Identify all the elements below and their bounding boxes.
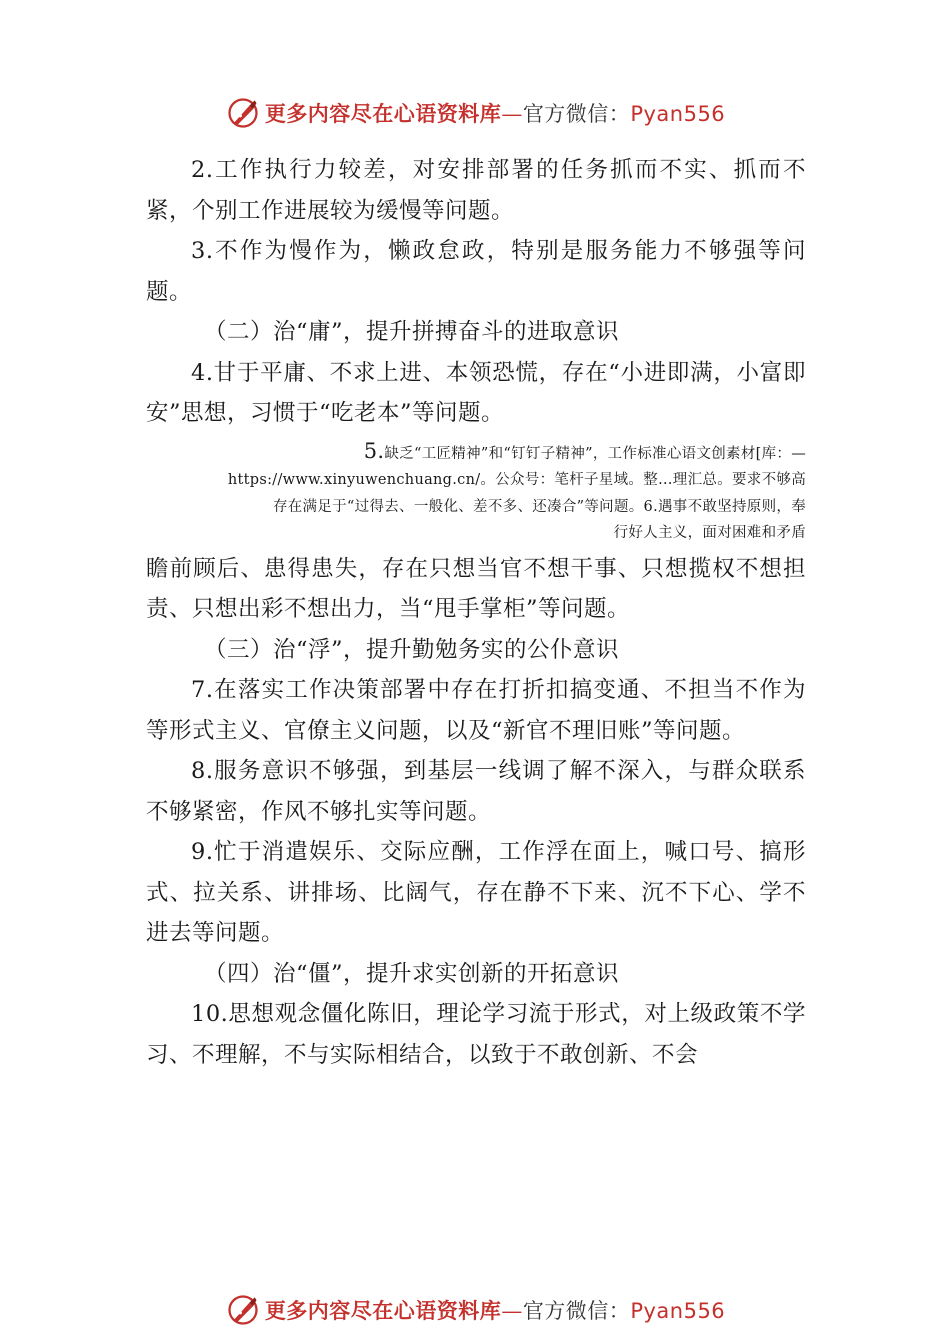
- item-5-number: 5.: [363, 438, 385, 463]
- small-line-1-text: 缺乏“工匠精神”和“钉钉子精神”，工作标准心语文创素材[库：—: [384, 445, 806, 462]
- section-heading-3: （三）治“浮”，提升勤勉务实的公仆意识: [204, 636, 620, 663]
- small-line-4: 行好人主义，面对困难和矛盾: [613, 525, 806, 541]
- banner-wechat-id: Pyan556: [630, 102, 726, 126]
- banner-dash: —: [501, 1299, 523, 1323]
- paragraph-item-9: 9.忙于消遣娱乐、交际应酬，工作浮在面上，喊口号、搞形式、拉关系、讲排场、比阔气，存在静不下来、沉不下心、学不进去等问题。: [146, 839, 806, 946]
- small-line-2: https://www.xinyuwenchuang.cn/。公众号：笔杆子星域。整…理汇总。要求不够高: [227, 472, 806, 488]
- paragraph-item-2: 2.工作执行力较差，对安排部署的任务抓而不实、抓而不紧，个别工作进展较为缓慢等问题。: [146, 157, 806, 224]
- small-line-3: 存在满足于“过得去、一般化、差不多、还凑合”等问题。6.遇事不敢坚持原则，奉: [272, 498, 806, 515]
- banner-main: 更多内容尽在心语资料库: [264, 101, 502, 126]
- pen-nib-logo-icon: [225, 95, 261, 131]
- footer-watermark-banner: [0, 1290, 950, 1330]
- document-body: [146, 150, 806, 1075]
- small-line-1: [146, 438, 806, 468]
- banner-text: [265, 98, 725, 128]
- banner-official-label: 官方微信：: [522, 1299, 631, 1323]
- section-heading-2: （二）治“庸”，提升拼搏奋斗的进取意识: [204, 319, 620, 345]
- section-heading-4: （四）治“僵”，提升求实创新的开拓意识: [204, 960, 620, 987]
- paragraph-item-3: 3.不作为慢作为，懒政怠政，特别是服务能力不够强等问题。: [146, 238, 806, 305]
- inserted-small-text-block: [146, 438, 806, 547]
- paragraph-item-4: 4.甘于平庸、不求上进、本领恐慌，存在“小进即满，小富即安”思想，习惯于“吃老本”等问题。: [146, 359, 806, 426]
- banner-official-label: 官方微信：: [522, 102, 631, 126]
- banner-main: 更多内容尽在心语资料库: [264, 1298, 502, 1323]
- pen-nib-logo-icon: [225, 1292, 261, 1328]
- paragraph-item-6-continued: 瞻前顾后、患得患失，存在只想当官不想干事、只想揽权不想担责、只想出彩不想出力，当“甩手掌柜”等问题。: [146, 555, 806, 622]
- paragraph-item-8: 8.服务意识不够强，到基层一线调了解不深入，与群众联系不够紧密，作风不够扎实等问题。: [146, 758, 806, 825]
- banner-text: [265, 1295, 725, 1325]
- paragraph-item-7: 7.在落实工作决策部署中存在打折扣搞变通、不担当不作为等形式主义、官僚主义问题，以及“新官不理旧账”等问题。: [146, 677, 806, 744]
- paragraph-item-10: 10.思想观念僵化陈旧，理论学习流于形式，对上级政策不学习、不理解，不与实际相结合，以致于不敢创新、不会: [146, 1001, 806, 1068]
- banner-wechat-id: Pyan556: [630, 1299, 726, 1323]
- header-watermark-banner: [0, 93, 950, 133]
- banner-dash: —: [501, 102, 523, 126]
